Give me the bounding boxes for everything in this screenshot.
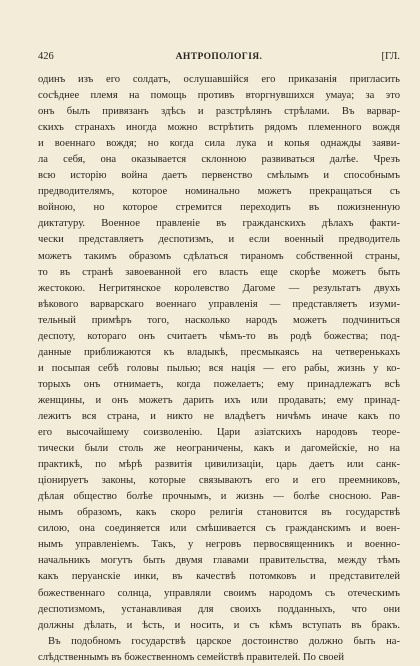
text-line: его высочайшему соизволенію. Цари азіатскихъ народовъ теоре- [38,427,400,439]
text-line: лежитъ вся страна, и никто не владѣетъ ничѣмъ иначе какъ по [38,410,400,422]
text-line: должны дѣлать, и ѣсть, и носить, и съ кѣмъ вступать въ бракъ. [38,619,400,631]
text-line: женщины, и онъ можетъ дарить ихъ или продавать; ему принад- [38,394,400,406]
text-line: и военнаго вождя; но когда сила лука и копья однажды заяви- [38,138,400,150]
text-line: божественнаго солнца, управляли своимъ народомъ съ отеческимъ [38,587,400,599]
page-header [38,50,400,64]
text-line: скихъ странахъ иногда можно встрѣтить рядомъ племенного вождя [38,122,400,134]
text-line: Въ подобномъ государствѣ царское достоинство должно быть на- [48,635,400,647]
text-line: предводителямъ, которое номинально можетъ прекращаться съ [38,186,400,198]
text-line: диктатуру. Военное правленіе въ гражданскихъ дѣлахъ факти- [38,218,400,230]
text-line: и посыпая себѣ головы пылью; вся нація — его рабы, жизнь у ко- [38,362,400,374]
text-line: тельный примѣръ того, насколько народъ можетъ подчиниться [38,314,400,326]
text-line: сосѣднее племя на помощь противъ вторгнувшихся умауа; за это [38,90,400,102]
text-line: силою, она соединяется или смѣшивается съ гражданскимъ и воен- [38,523,400,535]
text-line: то въ странѣ завоеванной его власть еще скорѣе можетъ быть [38,266,400,278]
page-number: 426 [38,51,54,62]
text-line: данные приближаются къ владыкѣ, пресмыкаясь на четверенькахъ [38,346,400,358]
chapter-mark: [ГЛ. [381,51,400,62]
text-line: одинъ изъ его солдатъ, ослушавшійся его приказанія пригласить [38,74,400,85]
text-line: можетъ такимъ образомъ сдѣлаться тираномъ собственной страны, [38,250,400,262]
text-line: тически были столь же неограничены, какъ и дагомейскіе, но на [38,443,400,455]
text-line: вѣкового варварскаго военнаго управленія — представляетъ изуми- [38,298,400,310]
text-line: торыхъ онъ отнимаетъ, когда пожелаетъ; ему принадлежатъ всѣ [38,378,400,390]
text-line: дѣлая общество болѣе прочнымъ, и жизнь — болѣе сносною. Рав- [38,491,400,503]
text-line: нымъ управленіемъ. Такъ, у негровъ первосвященникъ и военно- [38,539,400,551]
body-text [38,72,400,666]
text-line: жестокою. Негритянское королевство Дагоме — результатъ двухъ [38,282,400,294]
text-line: деспотизмомъ, устанавливая для своихъ подданныхъ, что они [38,603,400,615]
text-line: нымъ образомъ, какъ скоро религія становится въ государствѣ [38,507,400,519]
running-title: АНТРОПОЛОГІЯ. [175,52,263,62]
text-line: какъ перуанскіе инки, въ качествѣ потомковъ и представителей [38,571,400,583]
text-line: слѣдственнымъ въ божественномъ семействѣ правителей. По своей [38,651,345,663]
text-line: всю исторію война даетъ первенство смѣлымъ и способнымъ [38,170,400,182]
text-line: начальникъ могутъ быть двумя главами правительства, между тѣмъ [38,555,400,567]
text-line: войною, но которое стремится переходить въ пожизненную [38,202,400,214]
text-line: практикѣ, по мѣрѣ развитія цивилизаціи, царь даетъ или санк- [38,459,400,471]
text-line: онъ былъ привязанъ здѣсь и разстрѣлянъ стрѣлами. Въ варвар- [38,106,400,118]
text-line: чески представляетъ деспотизмъ, и если военный предводитель [38,234,400,246]
text-line: деспоту, котораго онъ считаетъ чѣмъ-то въ родѣ божества; под- [38,330,400,342]
text-line: ціонируетъ законы, которые связываютъ его и его преемниковъ, [38,475,400,487]
text-line: ла себя, она оказывается склонною развиваться далѣе. Чрезъ [38,154,400,166]
